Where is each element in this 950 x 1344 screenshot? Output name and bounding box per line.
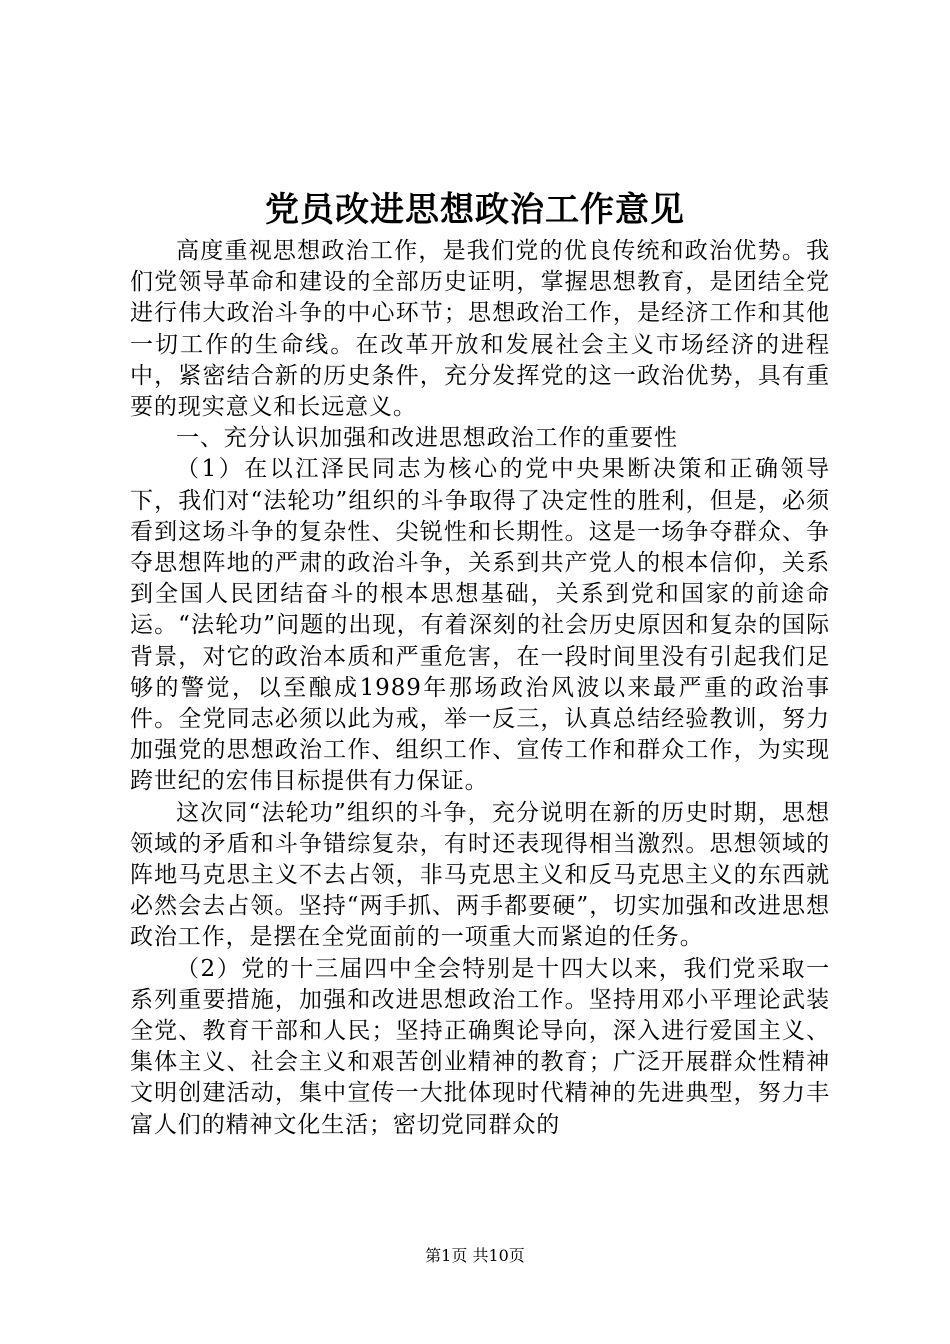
paragraph-struggle: 这次同“法轮功”组织的斗争，充分说明在新的历史时期，思想领域的矛盾和斗争错综复杂，有时还表现得相当激烈。思想领域的阵地马克思主义不去占领，非马克思主义和反马克思主义的东西就必然会去占领。坚持“两手抓、两手都要硬”，切实加强和改进思想政治工作，是摆在全党面前的一项重大而紧迫的任务。 — [130, 799, 830, 951]
page-footer: 第1页 共10页 — [425, 1246, 525, 1265]
paragraph-intro: 高度重视思想政治工作，是我们党的优良传统和政治优势。我们党领导革命和建设的全部历史证明，掌握思想教育，是团结全党进行伟大政治斗争的中心环节；思想政治工作，是经济工作和其他一切工作的生命线。在改革开放和发展社会主义市场经济的进程中，紧密结合新的历史条件，充分发挥党的这一政治优势，具有重要的现实意义和长远意义。 — [130, 238, 830, 421]
paragraph-point-2: （2）党的十三届四中全会特别是十四大以来，我们党采取一系列重要措施，加强和改进思想政治工作。坚持用邓小平理论武装全党、教育干部和人民；坚持正确舆论导向，深入进行爱国主义、集体主义、社会主义和艰苦创业精神的教育；广泛开展群众性精神文明创建活动，集中宣传一大批体现时代精神的先进典型，努力丰富人们的精神文化生活；密切党同群众的 — [130, 955, 830, 1138]
document-title: 党员改进思想政治工作意见 — [265, 190, 685, 230]
document-body — [130, 236, 830, 1141]
paragraph-point-1: （1）在以江泽民同志为核心的党中央果断决策和正确领导下，我们对“法轮功”组织的斗争取得了决定性的胜利，但是，必须看到这场斗争的复杂性、尖锐性和长期性。这是一场争夺群众、争夺思想阵地的严肃的政治斗争，关系到共产党人的根本信仰，关系到全国人民团结奋斗的根本思想基础，关系到党和国家的前途命运。“法轮功”问题的出现，有着深刻的社会历史原因和复杂的国际背景，对它的政治本质和严重危害，在一段时间里没有引起我们足够的警觉，以至酿成1989年那场政治风波以来最严重的政治事件。全党同志必须以此为戒，举一反三，认真总结经验教训，努力加强党的思想政治工作、组织工作、宣传工作和群众工作，为实现跨世纪的宏伟目标提供有力保证。 — [130, 456, 830, 795]
section-heading: 一、充分认识加强和改进思想政治工作的重要性 — [176, 425, 678, 452]
